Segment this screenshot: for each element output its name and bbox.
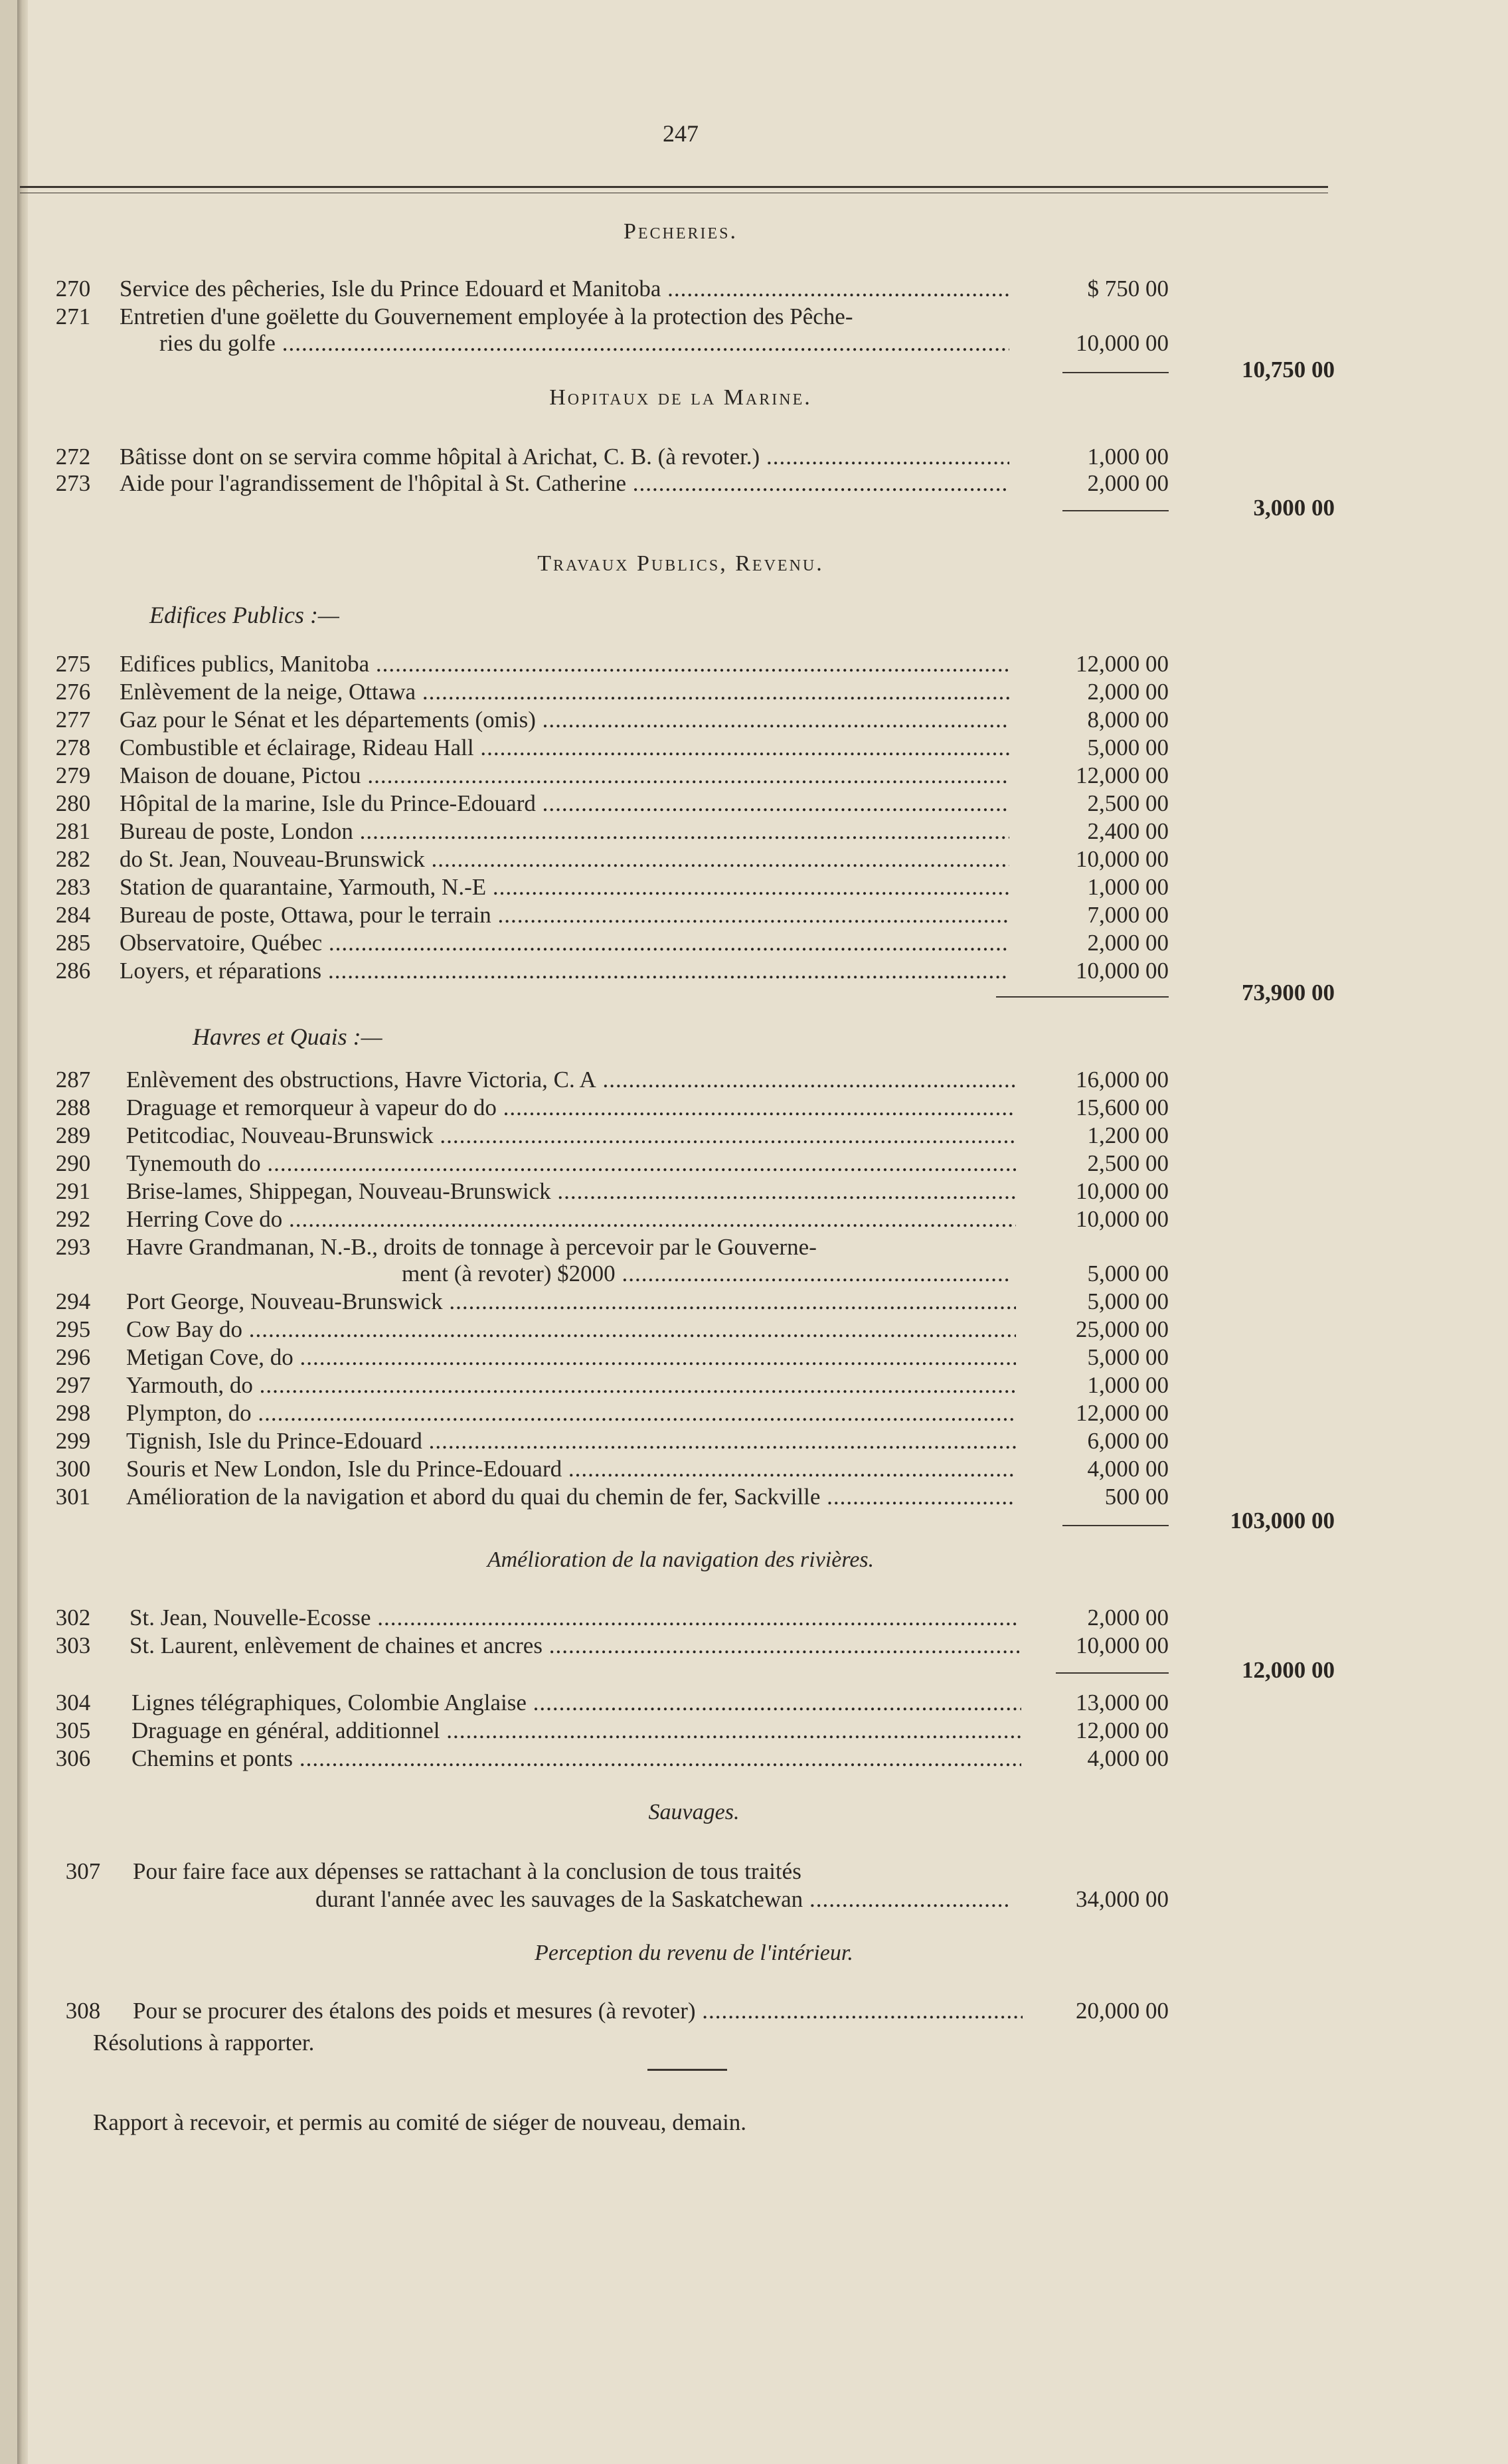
item-description-continued: durant l'année avec les sauvages de la Saskatchewan ..... (315, 1886, 1009, 1913)
table-row (0, 1456, 1508, 1486)
item-description: Gaz pour le Sénat et les départements (omis) ..... (120, 707, 1009, 733)
table-row (0, 1067, 1508, 1097)
item-number: 304 (55, 1690, 91, 1716)
item-description: Draguage en général, additionnel ..... (131, 1717, 1021, 1744)
table-row (0, 902, 1508, 932)
table-row (0, 276, 1508, 306)
table-row (0, 735, 1508, 765)
item-description: St. Jean, Nouvelle-Ecosse ..... (129, 1605, 1019, 1631)
item-description: Amélioration de la navigation et abord du quai du chemin de fer, Sackville ..... (126, 1484, 1016, 1510)
item-number: 287 (55, 1067, 91, 1093)
table-row (0, 762, 1508, 793)
item-description: Bureau de poste, Ottawa, pour le terrain ..... (120, 902, 1009, 928)
item-amount: 4,000 00 (1087, 1745, 1169, 1771)
item-number: 286 (55, 958, 91, 984)
item-description: Pour se procurer des étalons des poids et mesures (à revoter) ..... (133, 1998, 1023, 2024)
table-row (0, 874, 1508, 905)
item-description: Enlèvement de la neige, Ottawa ..... (120, 679, 1009, 705)
item-description: Lignes télégraphiques, Colombie Anglaise ..... (131, 1690, 1021, 1716)
table-row (0, 1288, 1508, 1319)
item-amount: 7,000 00 (1087, 902, 1169, 928)
closing-statement: Rapport à recevoir, et permis au comité de siéger de nouveau, demain. (93, 2109, 747, 2135)
item-number: 300 (55, 1456, 91, 1482)
item-description: do St. Jean, Nouveau-Brunswick ..... (120, 846, 1009, 873)
item-amount: 10,000 00 (1076, 1178, 1169, 1204)
subsection-heading-perception: Perception du revenu de l'intérieur. (535, 1941, 853, 1965)
item-number: 307 (65, 1858, 101, 1884)
section-total: 10,750 00 (1242, 357, 1335, 383)
table-row-continued (0, 1886, 1508, 1917)
item-number: 285 (55, 930, 91, 956)
section-total: 3,000 00 (1253, 495, 1335, 521)
table-row (0, 1400, 1508, 1431)
item-amount: $ 750 00 (1087, 276, 1169, 302)
item-description: Hôpital de la marine, Isle du Prince-Edouard ..... (120, 790, 1009, 817)
item-amount: 5,000 00 (1087, 735, 1169, 760)
item-number: 283 (55, 874, 91, 900)
item-number: 284 (55, 902, 91, 928)
section-total: 103,000 00 (1230, 1508, 1335, 1534)
item-description: Brise-lames, Shippegan, Nouveau-Brunswick ..... (126, 1178, 1016, 1205)
item-description: Yarmouth, do ..... (126, 1372, 1016, 1399)
item-description: Tynemouth do ..... (126, 1150, 1016, 1177)
item-number: 271 (55, 304, 91, 329)
table-row (0, 1344, 1508, 1375)
item-number: 301 (55, 1484, 91, 1510)
item-description: Metigan Cove, do ..... (126, 1344, 1016, 1371)
item-description: Maison de douane, Pictou ..... (120, 762, 1009, 789)
item-description: Enlèvement des obstructions, Havre Victoria, C. A ..... (126, 1067, 1016, 1093)
item-amount: 13,000 00 (1076, 1690, 1169, 1716)
table-row (0, 1150, 1508, 1181)
item-description: Bâtisse dont on se servira comme hôpital à Arichat, C. B. (à revoter.) ..... (120, 444, 1009, 470)
item-number: 290 (55, 1150, 91, 1176)
item-description-continued: ment (à revoter) $2000 ..... (402, 1261, 1009, 1287)
item-description: Combustible et éclairage, Rideau Hall ..... (120, 735, 1009, 761)
table-row (0, 1206, 1508, 1237)
table-row (0, 707, 1508, 737)
item-number: 270 (55, 276, 91, 302)
item-number: 282 (55, 846, 91, 872)
item-description: Station de quarantaine, Yarmouth, N.-E ..... (120, 874, 1009, 901)
section-total-row (0, 357, 1508, 387)
item-description: Aide pour l'agrandissement de l'hôpital à St. Catherine ..... (120, 470, 1009, 497)
item-number: 298 (55, 1400, 91, 1426)
item-description: Loyers, et réparations ..... (120, 958, 1009, 984)
item-description: Tignish, Isle du Prince-Edouard ..... (126, 1428, 1016, 1454)
item-amount: 10,000 00 (1076, 958, 1169, 984)
item-number: 293 (55, 1234, 91, 1260)
item-description: Souris et New London, Isle du Prince-Edouard ..... (126, 1456, 1016, 1482)
table-row (0, 1316, 1508, 1347)
item-amount: 2,400 00 (1087, 818, 1169, 844)
table-row (0, 1178, 1508, 1209)
item-amount: 2,500 00 (1087, 790, 1169, 816)
item-amount: 12,000 00 (1076, 762, 1169, 788)
item-amount: 1,000 00 (1087, 444, 1169, 470)
resolutions-note: Résolutions à rapporter. (93, 2030, 315, 2056)
item-amount: 34,000 00 (1076, 1886, 1169, 1912)
item-amount: 10,000 00 (1076, 1206, 1169, 1232)
item-description: St. Laurent, enlèvement de chaines et ancres ..... (129, 1632, 1019, 1659)
section-total: 12,000 00 (1242, 1657, 1335, 1683)
item-number: 289 (55, 1122, 91, 1148)
subsection-heading-sauvages: Sauvages. (648, 1800, 740, 1824)
section-heading-pecheries: Pecheries. (623, 219, 738, 244)
item-amount: 1,000 00 (1087, 874, 1169, 900)
item-description: Observatoire, Québec ..... (120, 930, 1009, 956)
item-description: Pour faire face aux dépenses se rattachant à la conclusion de tous traités (133, 1858, 801, 1884)
item-description: Bureau de poste, London ..... (120, 818, 1009, 845)
item-number: 302 (55, 1605, 91, 1630)
table-row (0, 679, 1508, 709)
item-amount: 12,000 00 (1076, 651, 1169, 677)
item-number: 292 (55, 1206, 91, 1232)
item-amount: 10,000 00 (1076, 846, 1169, 872)
table-row (0, 1998, 1508, 2028)
item-number: 296 (55, 1344, 91, 1370)
item-number: 291 (55, 1178, 91, 1204)
table-row (0, 1605, 1508, 1635)
item-number: 275 (55, 651, 91, 677)
subsection-heading-edifices: Edifices Publics :— (149, 602, 339, 628)
item-amount: 1,200 00 (1087, 1122, 1169, 1148)
item-description-continued: ries du golfe ..... (159, 330, 1009, 357)
item-description: Service des pêcheries, Isle du Prince Edouard et Manitoba ..... (120, 276, 1009, 302)
section-total-row (0, 1657, 1508, 1688)
item-description: Port George, Nouveau-Brunswick ..... (126, 1288, 1016, 1315)
subsection-heading-navigation: Amélioration de la navigation des rivières. (487, 1547, 875, 1572)
item-description: Draguage et remorqueur à vapeur do do ..... (126, 1095, 1016, 1121)
item-amount: 6,000 00 (1087, 1428, 1169, 1454)
section-heading-travaux: Travaux Publics, Revenu. (537, 551, 824, 576)
item-number: 277 (55, 707, 91, 733)
item-amount: 10,000 00 (1076, 330, 1169, 356)
item-description: Edifices publics, Manitoba ..... (120, 651, 1009, 677)
item-number: 288 (55, 1095, 91, 1120)
table-row (0, 1095, 1508, 1125)
item-amount: 12,000 00 (1076, 1400, 1169, 1426)
item-number: 278 (55, 735, 91, 760)
table-row (0, 1372, 1508, 1403)
item-description: Havre Grandmanan, N.-B., droits de tonnage à percevoir par le Gouverne- (126, 1234, 817, 1260)
table-row (0, 1858, 1508, 1889)
item-amount: 15,600 00 (1076, 1095, 1169, 1120)
table-row (0, 846, 1508, 877)
table-row-continued (0, 1261, 1508, 1291)
item-amount: 1,000 00 (1087, 1372, 1169, 1398)
item-description: Herring Cove do ..... (126, 1206, 1016, 1233)
item-number: 276 (55, 679, 91, 705)
page-number: 247 (663, 120, 699, 147)
table-row (0, 1428, 1508, 1458)
item-amount: 16,000 00 (1076, 1067, 1169, 1093)
item-number: 294 (55, 1288, 91, 1314)
table-row (0, 1690, 1508, 1720)
item-amount: 12,000 00 (1076, 1717, 1169, 1743)
item-number: 297 (55, 1372, 91, 1398)
item-amount: 20,000 00 (1076, 1998, 1169, 2024)
table-row (0, 930, 1508, 960)
item-number: 308 (65, 1998, 101, 2024)
item-description: Cow Bay do ..... (126, 1316, 1016, 1343)
item-description: Petitcodiac, Nouveau-Brunswick ..... (126, 1122, 1016, 1149)
item-amount: 25,000 00 (1076, 1316, 1169, 1342)
item-amount: 5,000 00 (1087, 1288, 1169, 1314)
item-amount: 2,000 00 (1087, 930, 1169, 956)
item-number: 303 (55, 1632, 91, 1658)
item-amount: 4,000 00 (1087, 1456, 1169, 1482)
item-number: 306 (55, 1745, 91, 1771)
item-amount: 10,000 00 (1076, 1632, 1169, 1658)
section-heading-hopitaux: Hopitaux de la Marine. (549, 385, 812, 410)
item-amount: 500 00 (1104, 1484, 1169, 1510)
item-number: 281 (55, 818, 91, 844)
table-row (0, 818, 1508, 849)
item-description: Entretien d'une goëlette du Gouvernement employée à la protection des Pêche- (120, 304, 853, 329)
item-number: 272 (55, 444, 91, 470)
section-total-row (0, 495, 1508, 525)
table-row (0, 1122, 1508, 1153)
item-amount: 2,000 00 (1087, 470, 1169, 496)
header-rule (20, 186, 1328, 188)
item-amount: 2,500 00 (1087, 1150, 1169, 1176)
item-description: Plympton, do ..... (126, 1400, 1016, 1427)
item-amount: 5,000 00 (1087, 1261, 1169, 1286)
table-row (0, 1717, 1508, 1748)
subsection-heading-havres: Havres et Quais :— (193, 1023, 382, 1050)
item-amount: 8,000 00 (1087, 707, 1169, 733)
closing-rule (647, 2069, 727, 2071)
item-amount: 2,000 00 (1087, 1605, 1169, 1630)
item-number: 299 (55, 1428, 91, 1454)
section-total-row (0, 980, 1508, 1010)
item-amount: 5,000 00 (1087, 1344, 1169, 1370)
item-number: 279 (55, 762, 91, 788)
section-total: 73,900 00 (1242, 980, 1335, 1006)
item-number: 273 (55, 470, 91, 496)
table-row (0, 1745, 1508, 1776)
item-number: 295 (55, 1316, 91, 1342)
table-row (0, 790, 1508, 821)
table-row (0, 651, 1508, 681)
item-number: 280 (55, 790, 91, 816)
section-total-row (0, 1508, 1508, 1538)
item-description: Chemins et ponts ..... (131, 1745, 1021, 1772)
item-amount: 2,000 00 (1087, 679, 1169, 705)
item-number: 305 (55, 1717, 91, 1743)
